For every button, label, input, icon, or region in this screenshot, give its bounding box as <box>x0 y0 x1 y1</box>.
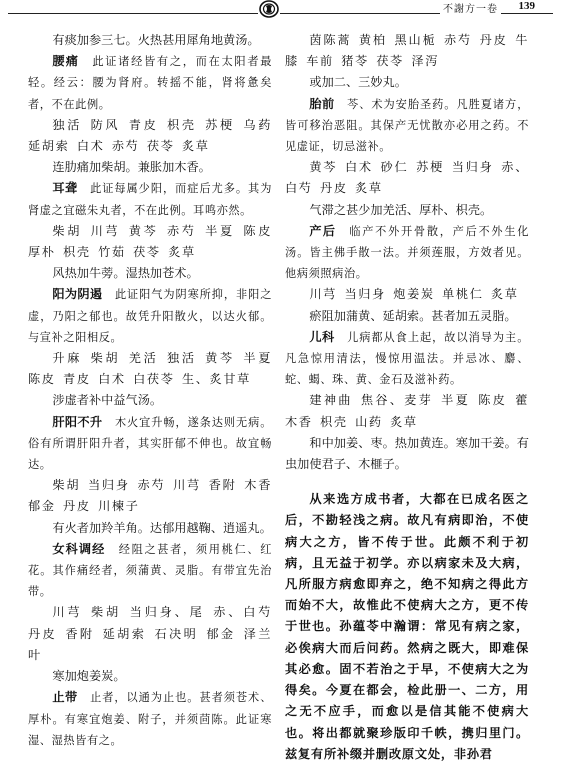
prescription-heading <box>285 94 529 158</box>
page-header <box>0 0 561 20</box>
entry-title: 肝阳不升 <box>52 414 103 429</box>
entry-title: 胎前 <box>309 96 335 111</box>
herb-list: 黄芩 白术 砂仁 苏梗 当归身 赤、白芍 丹皮 炙草 <box>285 160 529 196</box>
entry-title: 耳聋 <box>52 181 78 196</box>
entry-title: 儿科 <box>309 329 335 344</box>
herb-list: 川芎 柴胡 当归身、尾 赤、白芍 丹皮 香附 延胡索 石决明 郁金 泽兰叶 <box>28 605 272 662</box>
prescription-heading <box>285 221 529 285</box>
entry-note: 此证诸经皆有之，而在太阳者最轻。经云：腰为肾府。转摇不能，肾将惫矣者，不在此例。 <box>28 55 273 111</box>
prescription-heading <box>28 51 272 115</box>
entry-note: 经阻之甚者，须用桃仁、红花。其作痛经者，须蒲黄、灵脂。有带宜先治带。 <box>28 542 273 599</box>
entry-note: 儿病都从食上起，故以消导为主。凡急惊用清法，慢惊用温法。并忌冰、麝、蛇、蝎、珠、黄、金石及滋补药。 <box>285 330 529 387</box>
entry-note: 临产不外开骨散，产后不外生化汤。皆主佛手散一法。并须莲服，方效者见。他病须照病治。 <box>285 224 530 281</box>
publisher-emblem-icon <box>258 0 280 18</box>
prescription-heading <box>28 539 272 603</box>
herb-list: 升麻 柴胡 羌活 独活 黄芩 半夏 陈皮 青皮 白术 白茯苓 生、炙甘草 <box>28 351 272 387</box>
entry-title: 止带 <box>52 690 78 705</box>
entry-note: 木火宜升畅，遂条达则无病。俗有所谓肝阳升者，其实肝郁不伸也。故宜畅达。 <box>28 415 273 472</box>
modification-note: 有痰加参三七。火热甚用犀角地黄汤。 <box>52 33 260 47</box>
modification-note: 连肋痛加柴胡。兼胀加木香。 <box>52 160 211 175</box>
entry-title: 腰痛 <box>52 54 80 69</box>
herb-list: 茵陈蒿 黄柏 黑山栀 赤芍 丹皮 牛膝 车前 猪苓 茯苓 泽泻 <box>285 33 529 69</box>
prescription-heading <box>28 284 272 348</box>
herb-list: 柴胡 当归身 赤芍 川芎 香附 木香 郁金 丹皮 川楝子 <box>28 478 272 514</box>
modification-note: 或加二、三妙丸。 <box>309 75 407 90</box>
modification-note: 气滞之甚少加羌活、厚朴、枳壳。 <box>309 202 493 217</box>
entry-note: 此证每属少阳，而症后尤多。其为肾虚之宜磁朱丸者，不在此例。耳鸣亦然。 <box>28 182 272 217</box>
modification-note: 涉虚者补中益气汤。 <box>52 393 163 408</box>
page-number: 139 <box>518 0 535 12</box>
entry-title: 阳为阴遏 <box>52 287 103 302</box>
paragraph-gap <box>285 475 529 489</box>
herb-list: 建神曲 焦谷、麦芽 半夏 陈皮 藿 木香 枳壳 山药 炙草 <box>285 393 529 429</box>
entry-title: 女科调经 <box>52 541 106 556</box>
running-title: 不謝方一卷 <box>440 0 501 15</box>
modification-note: 和中加姜、枣。热加黄连。寒加干姜。有虫加使君子、木榧子。 <box>285 435 529 472</box>
modification-note: 风热加牛蒡。湿热加苍术。 <box>52 266 199 281</box>
prescription-heading <box>285 327 529 391</box>
right-column <box>285 30 529 765</box>
herb-list: 川芎 当归身 炮姜炭 单桃仁 炙草 <box>309 287 519 302</box>
prescription-heading <box>28 412 272 476</box>
modification-note: 寒加炮姜炭。 <box>52 669 126 684</box>
prescription-heading <box>28 178 272 220</box>
closing-paragraph: 从来选方成书者，大都在已成名医之后，不勘轻浅之病。故凡有病即治，不使病大之方，皆不传于世。此颇不利于初病，且无益于初学。亦以病家未及大病，凡所服方病愈即弃之，绝不知病之得此方而始不大，故惟此不使病大之方，更不传于世也。孙蕴苓中瀚谓：常见有病之家，必俟病大而后问药。然病之既大，即难保其必愈。固不若治之于早，不使病大之为得矣。今夏在都会，检此册一、二方，用之无不应手，而愈以是信其能不使病大也。将出都就聚珍版印千帙，携归里门。兹复有所补缀并删改原文处，非孙君 <box>285 492 529 761</box>
left-column <box>28 30 272 751</box>
prescription-heading <box>28 687 272 751</box>
modification-note: 瘀阻加蒲黄、延胡索。甚者加五灵脂。 <box>309 308 517 323</box>
entry-note: 止者，以通为止也。甚者须苍术、厚朴。有寒宜炮姜、附子，并须茴陈。此证寒湿、湿热皆有之。 <box>28 691 272 747</box>
entry-note: 此证阳气为阴寒所抑，非阳之虚，乃阳之郁也。故凭升阳散火，以达火郁。与宣补之阳相反。 <box>28 288 273 344</box>
entry-note: 芩、术为安胎圣药。凡胜夏诸方，皆可移治恶阻。其保产无忧散亦必用之药。不见虚证，切忌滋补。 <box>285 97 529 154</box>
modification-note: 有火者加羚羊角。达郁用越鞠、逍遥丸。 <box>52 520 272 535</box>
entry-title: 产后 <box>309 223 337 238</box>
herb-list: 柴胡 川芎 黄芩 赤芍 半夏 陈皮 厚朴 枳壳 竹茹 茯苓 炙草 <box>28 223 272 260</box>
herb-list: 独活 防风 青皮 枳壳 苏梗 乌药 延胡索 白术 赤芍 茯苓 炙草 <box>28 117 272 154</box>
